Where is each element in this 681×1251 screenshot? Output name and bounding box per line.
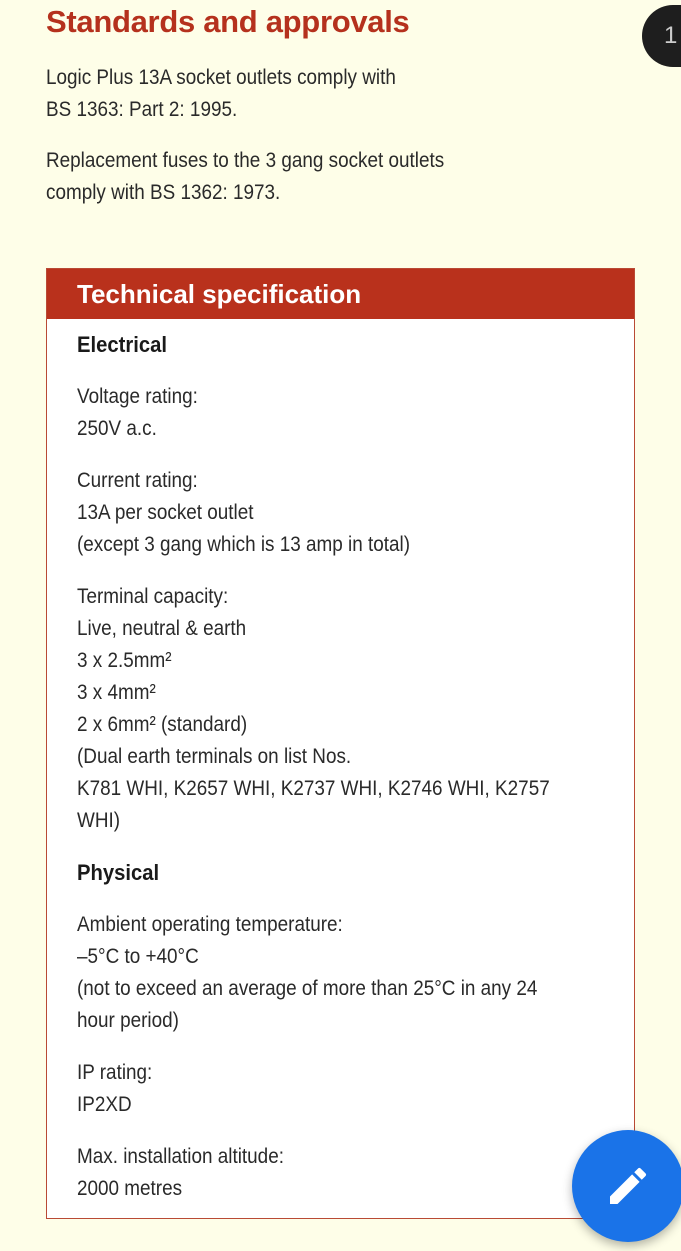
value: 2000 metres [77,1177,183,1200]
text-line: comply with BS 1362: 1973. [46,181,281,204]
standards-paragraph-2 [46,145,444,209]
terminal-capacity [77,581,578,837]
value: 2 x 6mm² (standard) [77,713,248,736]
installation-altitude [77,1141,578,1205]
label: IP rating: [77,1061,153,1084]
value: 3 x 2.5mm² [77,649,172,672]
value: (not to exceed an average of more than 25°C in any 24 [77,977,538,1000]
label: Voltage rating: [77,385,198,408]
pencil-icon [604,1162,652,1210]
text-line: BS 1363: Part 2: 1995. [46,98,238,121]
heading-electrical: Electrical [77,332,168,357]
text-line: Replacement fuses to the 3 gang socket outlets [46,149,445,172]
operating-temperature [77,909,578,1037]
label: Max. installation altitude: [77,1145,284,1168]
value: 250V a.c. [77,417,157,440]
edit-fab-button[interactable] [572,1130,681,1242]
value: Live, neutral & earth [77,617,247,640]
value: –5°C to +40°C [77,945,199,968]
standards-paragraph-1 [46,62,396,126]
voltage-rating [77,381,578,445]
heading-physical: Physical [77,860,160,885]
value: K781 WHI, K2657 WHI, K2737 WHI, K2746 WHI, K2757 [77,777,550,800]
label: Current rating: [77,469,198,492]
value: (Dual earth terminals on list Nos. [77,745,352,768]
section-title-standards: Standards and approvals [46,4,410,39]
value: IP2XD [77,1093,132,1116]
value: (except 3 gang which is 13 amp in total) [77,533,411,556]
spec-header: Technical specification [47,269,634,319]
page-indicator: 1 [642,5,681,67]
value: WHI) [77,809,121,832]
value: 3 x 4mm² [77,681,156,704]
value: hour period) [77,1009,179,1032]
technical-specification-box [46,268,635,1219]
label: Terminal capacity: [77,585,229,608]
current-rating [77,465,578,561]
value: 13A per socket outlet [77,501,254,524]
label: Ambient operating temperature: [77,913,343,936]
ip-rating [77,1057,578,1121]
text-line: Logic Plus 13A socket outlets comply with [46,66,396,89]
